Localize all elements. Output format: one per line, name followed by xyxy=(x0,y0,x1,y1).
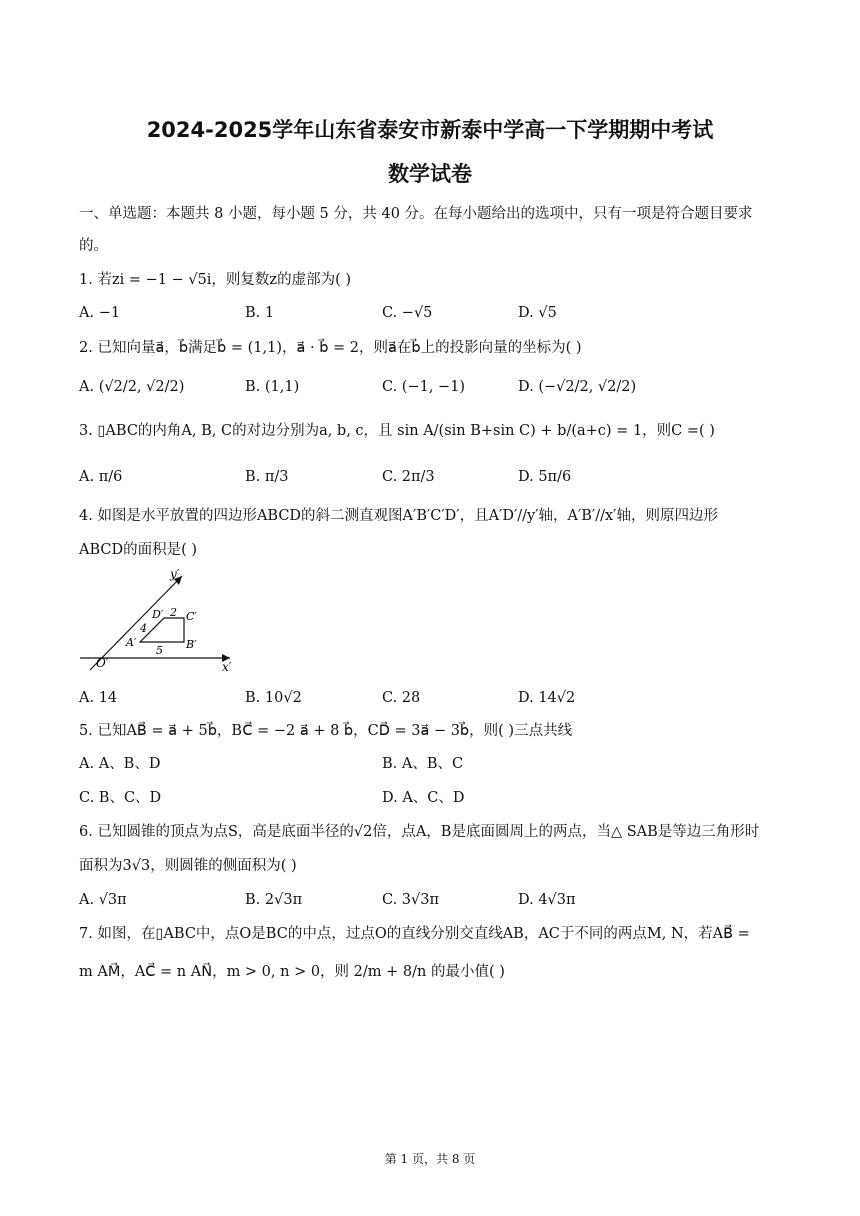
question-4-stem-line2: ABCD的面积是( ) xyxy=(79,542,198,558)
question-1-option-b: B. 1 xyxy=(245,305,275,321)
question-3-option-a: A. π/6 xyxy=(79,469,123,485)
vertex-b-label: B′ xyxy=(186,638,197,651)
question-5-stem: 5. 已知AB⃗ = a⃗ + 5b⃗，BC⃗ = −2 a⃗ + 8 b⃗，CD⃗ = 3a⃗ − 3b⃗，则( )三点共线 xyxy=(79,723,573,739)
question-5-option-a: A. A、B、D xyxy=(79,756,161,772)
question-4-option-c: C. 28 xyxy=(382,690,421,706)
question-6-option-a: A. √3π xyxy=(79,892,127,908)
section-intro-line1: 一、单选题：本题共 8 小题，每小题 5 分，共 40 分。在每小题给出的选项中，只有一项是符合题目要求 xyxy=(79,206,753,222)
exam-title: 2024-2025学年山东省泰安市新泰中学高一下学期期中考试 xyxy=(146,118,714,142)
question-2-option-a: A. (√2/2, √2/2) xyxy=(79,379,185,395)
question-4-option-a: A. 14 xyxy=(79,690,118,706)
vertex-d-label: D′ xyxy=(152,608,164,621)
question-3-option-d: D. 5π/6 xyxy=(518,469,572,485)
question-3-option-c: C. 2π/3 xyxy=(382,469,435,485)
question-6-stem-line1: 6. 已知圆锥的顶点为点S，高是底面半径的√2倍，点A，B是底面圆周上的两点，当△ SAB是等边三角形时 xyxy=(79,824,760,840)
question-2-option-b: B. (1,1) xyxy=(245,379,300,395)
origin-label: O′ xyxy=(96,656,109,670)
oblique-projection-figure xyxy=(76,566,246,676)
length-dc-label: 2 xyxy=(170,606,177,619)
question-6-option-c: C. 3√3π xyxy=(382,892,440,908)
question-5-option-b: B. A、B、C xyxy=(382,756,464,772)
question-5-option-c: C. B、C、D xyxy=(79,790,162,806)
question-1-option-c: C. −√5 xyxy=(382,305,433,321)
question-3-stem: 3. ▯ABC的内角A, B, C的对边分别为a, b, c，且 sin A/(sin B+sin C) + b/(a+c) = 1，则C =( ) xyxy=(79,423,715,439)
question-6-option-b: B. 2√3π xyxy=(245,892,303,908)
question-7-stem-line1: 7. 如图，在▯ABC中，点O是BC的中点，过点O的直线分别交直线AB，AC于不同的两点M, N，若AB⃗ = xyxy=(79,926,750,942)
question-5-option-d: D. A、C、D xyxy=(382,790,465,806)
question-6-option-d: D. 4√3π xyxy=(518,892,576,908)
length-ab-label: 5 xyxy=(156,644,163,657)
vertex-a-label: A′ xyxy=(126,636,137,649)
question-2-option-c: C. (−1, −1) xyxy=(382,379,466,395)
question-1-option-d: D. √5 xyxy=(518,305,557,321)
question-4-stem-line1: 4. 如图是水平放置的四边形ABCD的斜二测直观图A′B′C′D′，且A′D′//y′轴，A′B′//x′轴，则原四边形 xyxy=(79,508,718,524)
question-4-option-d: D. 14√2 xyxy=(518,690,576,706)
page-footer: 第 1 页，共 8 页 xyxy=(384,1152,476,1166)
question-2-stem: 2. 已知向量a⃗，b⃗满足b⃗ = (1,1)，a⃗ · b⃗ = 2，则a⃗在b⃗上的投影向量的坐标为( ) xyxy=(79,340,582,356)
question-6-stem-line2: 面积为3√3，则圆锥的侧面积为( ) xyxy=(79,858,297,874)
question-7-stem-line2: m AM⃗，AC⃗ = n AN⃗，m > 0, n > 0，则 2/m + 8/n 的最小值( ) xyxy=(79,964,505,980)
y-axis-label: y′ xyxy=(170,567,180,581)
question-1-stem: 1. 若zi = −1 − √5i，则复数z的虚部为( ) xyxy=(79,272,351,288)
section-intro-line2: 的。 xyxy=(79,238,108,254)
vertex-c-label: C′ xyxy=(186,610,197,623)
question-3-option-b: B. π/3 xyxy=(245,469,289,485)
exam-subtitle: 数学试卷 xyxy=(388,162,472,186)
question-2-option-d: D. (−√2/2, √2/2) xyxy=(518,379,637,395)
question-4-option-b: B. 10√2 xyxy=(245,690,302,706)
length-ad-label: 4 xyxy=(140,622,147,635)
question-1-option-a: A. −1 xyxy=(79,305,121,321)
x-axis-label: x′ xyxy=(222,660,232,674)
